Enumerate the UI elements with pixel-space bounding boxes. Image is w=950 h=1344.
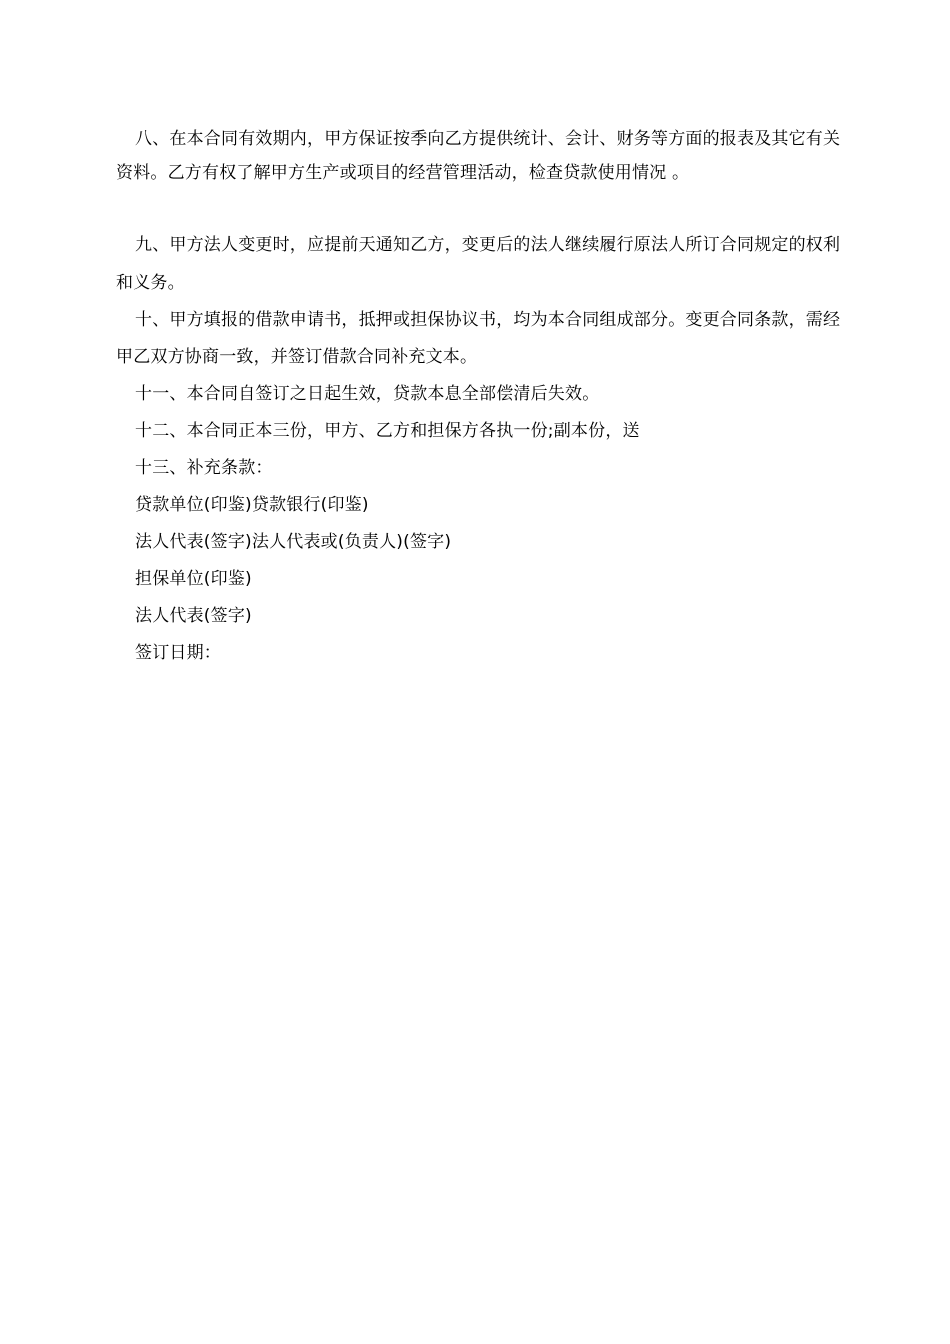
signature-lender-bank: 贷款单位(印鉴)贷款银行(印鉴) xyxy=(135,495,369,515)
signature-guarantor: 担保单位(印鉴) xyxy=(135,569,252,589)
clause-13: 十三、补充条款： xyxy=(135,458,273,478)
signature-legal-reps: 法人代表(签字)法人代表或(负责人)(签字) xyxy=(135,532,452,552)
clause-12: 十二、本合同正本三份，甲方、乙方和担保方各执一份;副本份，送 xyxy=(135,421,640,441)
signature-guarantor-rep: 法人代表(签字) xyxy=(135,606,252,626)
clause-9: 九、甲方法人变更时，应提前天通知乙方，变更后的法人继续履行原法人所订合同规定的权利和义务。 xyxy=(116,235,841,293)
clause-8: 八、在本合同有效期内，甲方保证按季向乙方提供统计、会计、财务等方面的报表及其它有关资料。乙方有权了解甲方生产或项目的经营管理活动，检查贷款使用情况 。 xyxy=(116,129,841,183)
clause-10: 十、甲方填报的借款申请书，抵押或担保协议书，均为本合同组成部分。变更合同条款，需经甲乙双方协商一致，并签订借款合同补充文本。 xyxy=(116,310,841,367)
clause-11: 十一、本合同自签订之日起生效，贷款本息全部偿清后失效。 xyxy=(135,384,600,404)
contract-body xyxy=(116,122,846,672)
signing-date: 签订日期： xyxy=(135,643,221,663)
